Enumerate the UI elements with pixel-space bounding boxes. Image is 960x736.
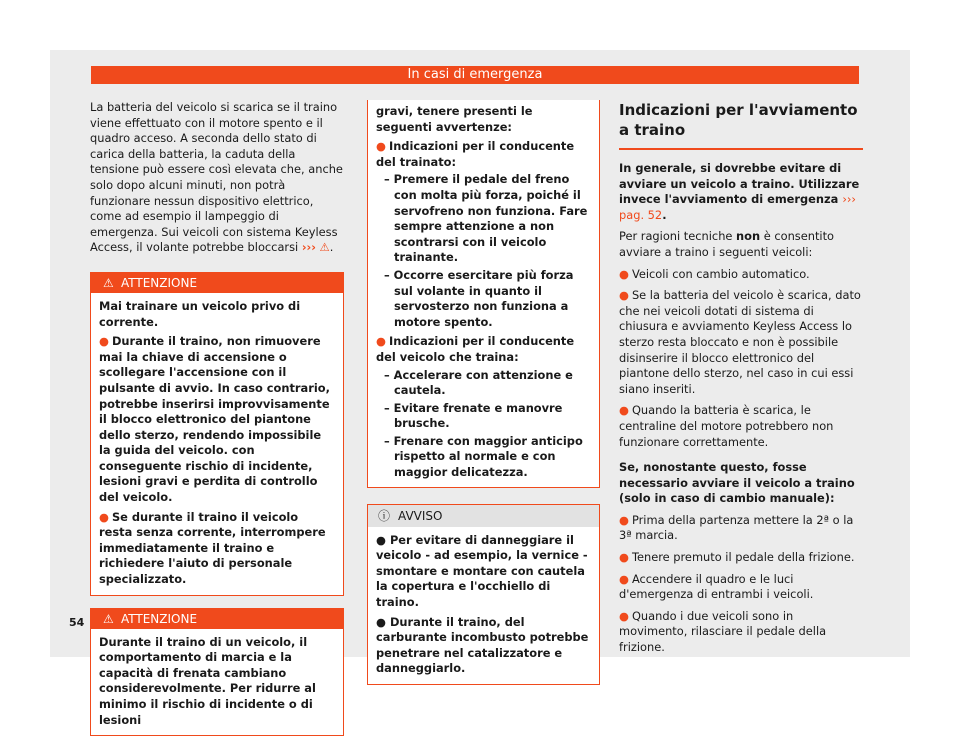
bullet-icon: ● — [99, 509, 109, 524]
bullet-icon: ● — [619, 403, 629, 418]
continuation-text: gravi, tenere presenti le seguenti avvertenze: — [376, 104, 533, 134]
tech-paragraph — [619, 229, 863, 260]
step-item — [619, 513, 863, 544]
warning-triangle-icon: ⚠ — [103, 611, 114, 626]
warning-continuation — [367, 100, 600, 488]
tech-text-pre: Per ragioni tecniche — [619, 229, 733, 244]
warning-bullet-1 — [99, 334, 335, 506]
warning-header-1 — [91, 273, 343, 293]
driver-towing-item — [376, 334, 591, 365]
warning-title-1: ATTENZIONE — [121, 275, 198, 290]
bullet-icon: ● — [619, 571, 629, 586]
dash-text: Occorre esercitare più forza sul volante in quanto il servosterzo non funziona a motore spento. — [393, 267, 574, 329]
info-circle-icon: ⓘ — [378, 508, 391, 523]
bullet-icon: ● — [376, 532, 386, 547]
dash-text: Frenare con maggior anticipo rispetto al normale e con maggior delicatezza. — [393, 433, 583, 480]
warning-bullet-1-text: Durante il traino, non rimuovere mai la chiave di accensione o scollegare l'accensione con il pulsante di avvio. In caso contrario, potrebbe inserirsi improvvisamente il blocco elettronico del piantone dello sterzo, rendendo impossibile la guida del veicolo. con conseguente rischio di incidente, lesioni gravi e perdita di controllo del veicolo. — [99, 334, 330, 505]
dash-text: Evitare frenate e manovre brusche. — [393, 400, 563, 431]
dash-item: – Premere il pedale del freno con molta più forza, poiché il servofreno non funziona. Fare sempre attenzione a non scontrarsi con il veicolo trainante. — [384, 172, 588, 265]
warning-bullet-2 — [99, 510, 335, 588]
column-3 — [619, 100, 863, 662]
dash-item: – Evitare frenate e manovre brusche. — [384, 400, 563, 431]
warning-box-1 — [90, 272, 344, 596]
page-number: 54 — [69, 616, 85, 629]
step-text: Tenere premuto il pedale della frizione. — [631, 550, 855, 565]
notice-bullet-1-text: Per evitare di danneggiare il veicolo - ad esempio, la vernice - smontare e montare con cautela la copertura e l'occhiello di traino. — [376, 532, 588, 610]
notice-body — [368, 527, 599, 684]
warning-body-1 — [91, 293, 343, 595]
warning-box-2 — [90, 608, 344, 736]
lead-text: In generale, si dovrebbe evitare di avviare un veicolo a traino. Utilizzare invece l'avviamento di emergenza — [619, 161, 860, 207]
bullet-icon: ● — [376, 139, 386, 154]
warning-body-2 — [91, 629, 343, 736]
column-2 — [367, 100, 600, 685]
notice-bullet-1 — [376, 533, 591, 611]
step-item — [619, 550, 863, 566]
bullet-icon: ● — [99, 334, 109, 349]
warning-lead: Mai trainare un veicolo privo di corrente. — [99, 298, 301, 329]
intro-text: La batteria del veicolo si scarica se il traino viene effettuato con il motore spento e il quadro acceso. A seconda dello stato di carica della batteria, la caduta della tensione può essere così elevata che, anche solo dopo alcuni minuti, non potrà funzionare nessun dispositivo elettrico, come ad esempio il lampeggio di emergenza. Sui veicoli con sistema Keyless Access, il volante potrebbe bloccarsi — [90, 100, 343, 255]
section-heading: Indicazioni per l'avviamento a traino — [619, 100, 863, 150]
notice-bullet-2 — [376, 615, 591, 677]
list-item-text: Veicoli con cambio automatico. — [631, 266, 810, 281]
dash-item: – Occorre esercitare più forza sul volante in quanto il servosterzo non funziona a motore spento. — [384, 267, 574, 329]
step-item — [619, 609, 863, 656]
list-item — [619, 267, 863, 283]
intro-ref-link[interactable]: ››› — [301, 240, 316, 255]
list-item-text: Se la batteria del veicolo è scarica, dato che nei veicoli dotati di sistema di chiusura e avviamento Keyless Access lo sterzo resta bloccato e non è possibile disinserire il blocco elettronico del piantone dello sterzo, nel caso in cui essi siano inseriti. — [619, 288, 861, 396]
column-1 — [90, 100, 344, 736]
step-text: Quando i due veicoli sono in movimento, rilasciare il pedale della frizione. — [619, 608, 827, 655]
warning-bullet-2-text: Se durante il traino il veicolo resta senza corrente, interrompere immediatamente il traino e richiedere l'aiuto di personale specializzato. — [99, 509, 326, 587]
notice-box — [367, 504, 600, 685]
page-ref-link[interactable]: ››› pag. 52 — [619, 192, 856, 222]
bullet-icon: ● — [619, 512, 629, 527]
section-title: In casi di emergenza — [407, 67, 543, 82]
dash-text: Accelerare con attenzione e cautela. — [393, 367, 573, 398]
warning-triangle-icon: ⚠ — [103, 275, 114, 290]
notice-header — [368, 505, 599, 527]
bullet-icon: ● — [619, 608, 629, 623]
notice-bullet-2-text: Durante il traino, del carburante incombusto potrebbe penetrare nel catalizzatore e danneggiarlo. — [376, 614, 589, 676]
bullet-icon: ● — [376, 334, 386, 349]
lead-paragraph: In generale, si dovrebbe evitare di avviare un veicolo a traino. Utilizzare invece l'avviamento di emergenza ››› pag. 52. — [619, 161, 860, 222]
warning-triangle-icon: ⚠ — [319, 240, 330, 255]
intro-paragraph: La batteria del veicolo si scarica se il traino viene effettuato con il motore spento e il quadro acceso. A seconda dello stato di carica della batteria, la caduta della tensione può essere così elevata che, anche solo dopo alcuni minuti, non potrà funzionare nessun dispositivo elettrico, come ad esempio il lampeggio di emergenza. Sui veicoli con sistema Keyless Access, il volante potrebbe bloccarsi ››› ⚠. — [90, 100, 343, 255]
list-item — [619, 288, 863, 397]
tech-text-bold: non — [736, 229, 761, 244]
warning-title-2: ATTENZIONE — [121, 611, 198, 626]
tech-text-post: è consentito avviare a traino i seguenti veicoli: — [619, 229, 835, 259]
step-text: Accendere il quadro e le luci d'emergenza di entrambi i veicoli. — [619, 571, 814, 602]
bullet-icon: ● — [376, 614, 386, 629]
dash-text: Premere il pedale del freno con molta più forza, poiché il servofreno non funziona. Fare sempre attenzione a non scontrarsi con il veicolo trainante. — [393, 172, 588, 265]
step-text: Prima della partenza mettere la 2ª o la 3ª marcia. — [619, 512, 854, 543]
notice-title: AVVISO — [398, 508, 443, 523]
bullet-icon: ● — [619, 266, 629, 281]
step-item — [619, 572, 863, 603]
dash-item: – Frenare con maggior anticipo rispetto al normale e con maggior delicatezza. — [384, 433, 583, 480]
driver-towed-item — [376, 139, 591, 170]
section-header — [91, 66, 859, 84]
bullet-icon: ● — [619, 550, 629, 565]
driver-towing-label: Indicazioni per il conducente del veicolo che traina: — [376, 334, 575, 364]
bullet-icon: ● — [619, 288, 629, 303]
dash-item: – Accelerare con attenzione e cautela. — [384, 367, 573, 398]
subheading: Se, nonostante questo, fosse necessario avviare il veicolo a traino (solo in caso di cambio manuale): — [619, 460, 855, 506]
warning-header-2 — [91, 609, 343, 629]
list-item-text: Quando la batteria è scarica, le centraline del motore potrebbero non funzionare correttamente. — [619, 403, 834, 449]
list-item — [619, 403, 863, 450]
driver-towed-label: Indicazioni per il conducente del trainato: — [376, 139, 575, 169]
warning-2-text: Durante il traino di un veicolo, il comportamento di marcia e la capacità di frenata cambiano considerevolmente. Per ridurre al minimo il rischio di incidente o di lesioni — [99, 634, 316, 727]
